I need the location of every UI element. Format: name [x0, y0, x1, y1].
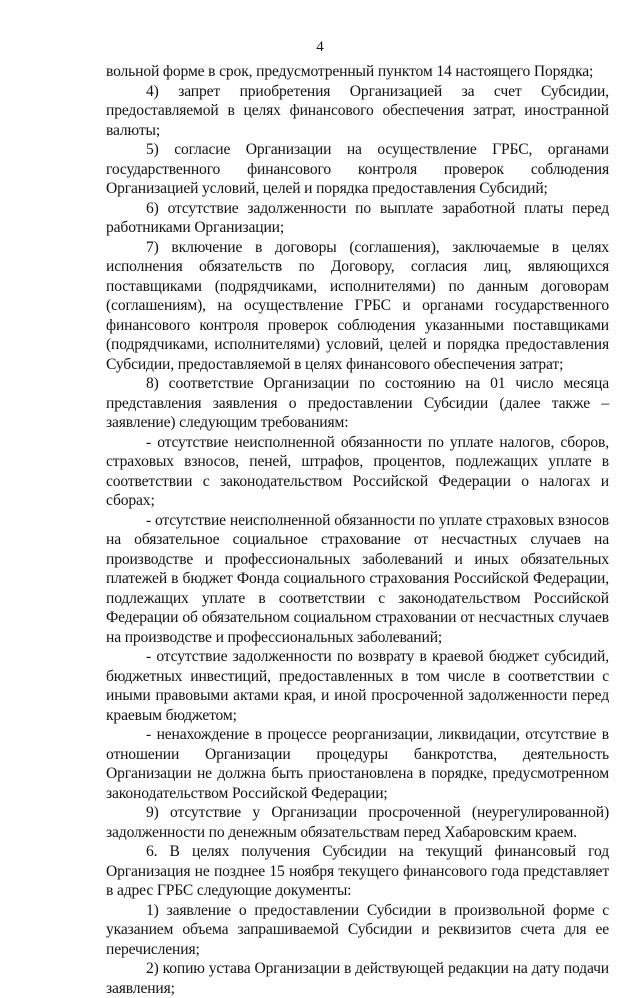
paragraph-requirement-budget-debt: - отсутствие задолженности по возврату в краевой бюджет субсидий, бюджетных инвестиций, предоставленных в том числе в соответствии с иными правовыми актами края, и иной просроченной задолженности перед краевым бюджетом; [106, 648, 609, 724]
paragraph-document-2: 2) копию устава Организации в действующей редакции на дату подачи заявления; [106, 960, 609, 997]
paragraph-item-5: 5) согласие Организации на осуществление ГРБС, органами государственного финансового контроля проверок соблюдения Организацией условий, целей и порядка предоставления Субсидий; [106, 141, 609, 197]
document-body [106, 62, 609, 998]
paragraph-item-8: 8) соответствие Организации по состоянию на 01 число месяца представления заявления о предоставлении Субсидии (далее также – заявление) следующим требованиям: [106, 375, 609, 431]
paragraph-requirement-insurance: - отсутствие неисполненной обязанности по уплате страховых взносов на обязательное социальное страхование от несчастных случаев на производстве и профессиональных заболеваний и иных обязательных платежей в бюджет Фонда социального страхования Российской Федерации, подлежащих уплате в соответствии с законодательством Российской Федерации об обязательном социальном страховании от несчастных случаев на производстве и профессиональных заболеваний; [106, 511, 609, 646]
paragraph-item-6: 6) отсутствие задолженности по выплате заработной платы перед работниками Организации; [106, 199, 609, 236]
paragraph-continuation: вольной форме в срок, предусмотренный пунктом 14 настоящего Порядка; [106, 63, 594, 80]
paragraph-section-6: 6. В целях получения Субсидии на текущий финансовый год Организация не позднее 15 ноября текущего финансового года представляет в адрес ГРБС следующие документы: [106, 843, 609, 899]
paragraph-item-9: 9) отсутствие у Организации просроченной (неурегулированной) задолженности по денежным обязательствам перед Хабаровским краем. [106, 804, 609, 841]
paragraph-requirement-taxes: - отсутствие неисполненной обязанности по уплате налогов, сборов, страховых взносов, пеней, штрафов, процентов, подлежащих уплате в соответствии с законодательством Российской Федерации о налогах и сборах; [106, 433, 609, 509]
paragraph-item-4: 4) запрет приобретения Организацией за счет Субсидии, предоставляемой в целях финансового обеспечения затрат, иностранной валюты; [106, 82, 609, 139]
paragraph-document-1: 1) заявление о предоставлении Субсидии в произвольной форме с указанием объема запрашиваемой Субсидии и реквизитов счета для ее перечисления; [106, 901, 609, 958]
page-number: 4 [316, 39, 324, 55]
paragraph-requirement-reorganization: - ненахождение в процессе реорганизации, ликвидации, отсутствие в отношении Организации процедуры банкротства, деятельность Организации не должна быть приостановлена в порядке, предусмотренном законодательством Российской Федерации; [106, 726, 609, 802]
paragraph-item-7: 7) включение в договоры (соглашения), заключаемые в целях исполнения обязательств по Договору, согласия лиц, являющихся поставщиками (подрядчиками, исполнителями) по данным договорам (соглашениям), на осуществление ГРБС и органами государственного финансового контроля проверок соблюдения указанными поставщиками (подрядчиками, исполнителями) условий, целей и порядка предоставления Субсидии, предоставляемой в целях финансового обеспечения затрат; [106, 238, 609, 373]
